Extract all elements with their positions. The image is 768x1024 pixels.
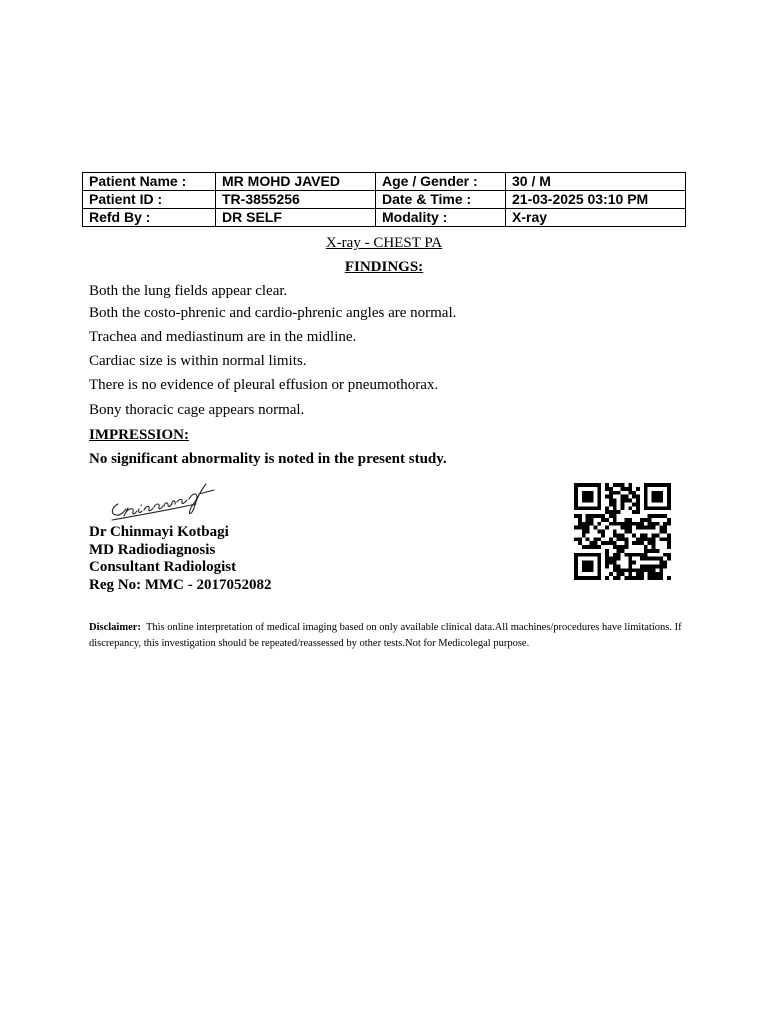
disclaimer — [89, 620, 689, 652]
impression-text: No significant abnormality is noted in the present study. — [89, 451, 447, 467]
table-row — [83, 191, 686, 209]
date-time-value: 21-03-2025 03:10 PM — [506, 191, 686, 209]
finding-line: Bony thoracic cage appears normal. — [89, 402, 305, 418]
doctor-registration: Reg No: MMC - 2017052082 — [89, 577, 272, 593]
date-time-label: Date & Time : — [376, 191, 506, 209]
refd-by-label: Refd By : — [83, 209, 216, 227]
modality-value: X-ray — [506, 209, 686, 227]
modality-label: Modality : — [376, 209, 506, 227]
refd-by-value: DR SELF — [216, 209, 376, 227]
patient-id-value: TR-3855256 — [216, 191, 376, 209]
patient-name-value: MR MOHD JAVED — [216, 173, 376, 191]
doctor-degree: MD Radiodiagnosis — [89, 542, 216, 558]
disclaimer-text: This online interpretation of medical imaging based on only available clinical data.All machines/procedures have limitations. If discrepancy, this investigation should be repeated/reassessed by other tests.Not for Medicolegal purpose. — [89, 622, 682, 649]
impression-heading: IMPRESSION: — [89, 427, 190, 443]
disclaimer-label: Disclaimer: — [89, 622, 141, 633]
finding-line: Cardiac size is within normal limits. — [89, 353, 307, 369]
patient-name-label: Patient Name : — [83, 173, 216, 191]
finding-line: Both the costo-phrenic and cardio-phrenic angles are normal. — [89, 305, 457, 321]
finding-line: Both the lung fields appear clear. — [89, 283, 288, 299]
doctor-name: Dr Chinmayi Kotbagi — [89, 524, 229, 540]
exam-title: X-ray - CHEST PA — [325, 235, 443, 251]
table-row — [83, 173, 686, 191]
qr-code-icon — [574, 483, 671, 580]
signature-image — [104, 474, 224, 528]
age-gender-label: Age / Gender : — [376, 173, 506, 191]
finding-line: Trachea and mediastinum are in the midline. — [89, 329, 357, 345]
age-gender-value: 30 / M — [506, 173, 686, 191]
findings-heading: FINDINGS: — [344, 259, 424, 275]
patient-info-table — [82, 172, 686, 227]
finding-line: There is no evidence of pleural effusion or pneumothorax. — [89, 377, 439, 393]
patient-id-label: Patient ID : — [83, 191, 216, 209]
doctor-designation: Consultant Radiologist — [89, 559, 237, 575]
table-row — [83, 209, 686, 227]
